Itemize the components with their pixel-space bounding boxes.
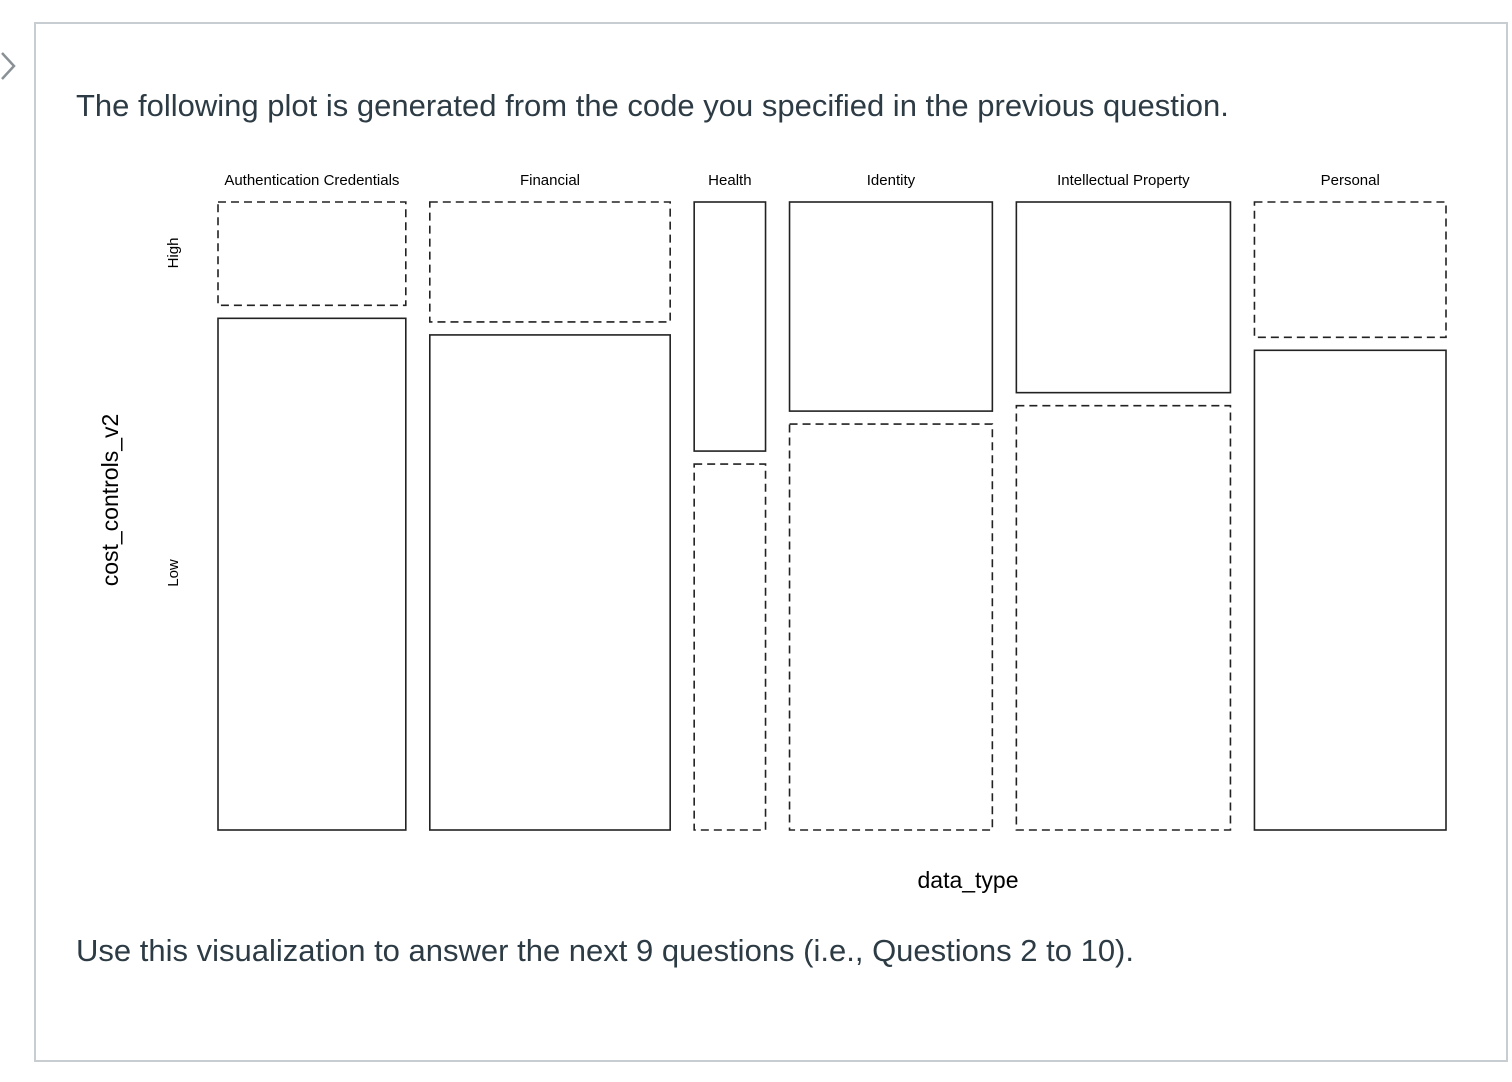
y-axis-label: cost_controls_v2: [97, 413, 123, 587]
x-axis-label: data_type: [917, 867, 1019, 893]
y-level-label-high: High: [165, 237, 182, 269]
mosaic-cell-financial-low: [430, 335, 670, 830]
column-label-authentication-credentials: Authentication Credentials: [224, 172, 400, 189]
mosaic-cell-authentication-credentials-high: [218, 202, 406, 305]
mosaic-cell-health-high: [694, 202, 765, 451]
column-label-personal: Personal: [1320, 172, 1380, 189]
column-label-identity: Identity: [866, 172, 916, 189]
mosaic-cell-intellectual-property-high: [1016, 202, 1230, 393]
column-label-health: Health: [708, 172, 752, 189]
question-intro-text: The following plot is generated from the code you specified in the previous question.: [76, 88, 1229, 123]
mosaic-cell-financial-high: [430, 202, 670, 322]
mosaic-cell-identity-low: [790, 424, 993, 830]
mosaic-cell-authentication-credentials-low: [218, 318, 406, 830]
mosaic-cell-personal-low: [1254, 350, 1446, 830]
question-outro-text: Use this visualization to answer the next 9 questions (i.e., Questions 2 to 10).: [76, 933, 1134, 968]
mosaic-cell-identity-high: [790, 202, 993, 411]
column-label-financial: Financial: [519, 172, 581, 189]
y-level-label-low: Low: [165, 559, 182, 587]
mosaic-cell-health-low: [694, 464, 765, 830]
mosaic-cell-intellectual-property-low: [1016, 406, 1230, 830]
mosaic-cell-personal-high: [1254, 202, 1446, 337]
column-label-intellectual-property: Intellectual Property: [1057, 172, 1190, 189]
